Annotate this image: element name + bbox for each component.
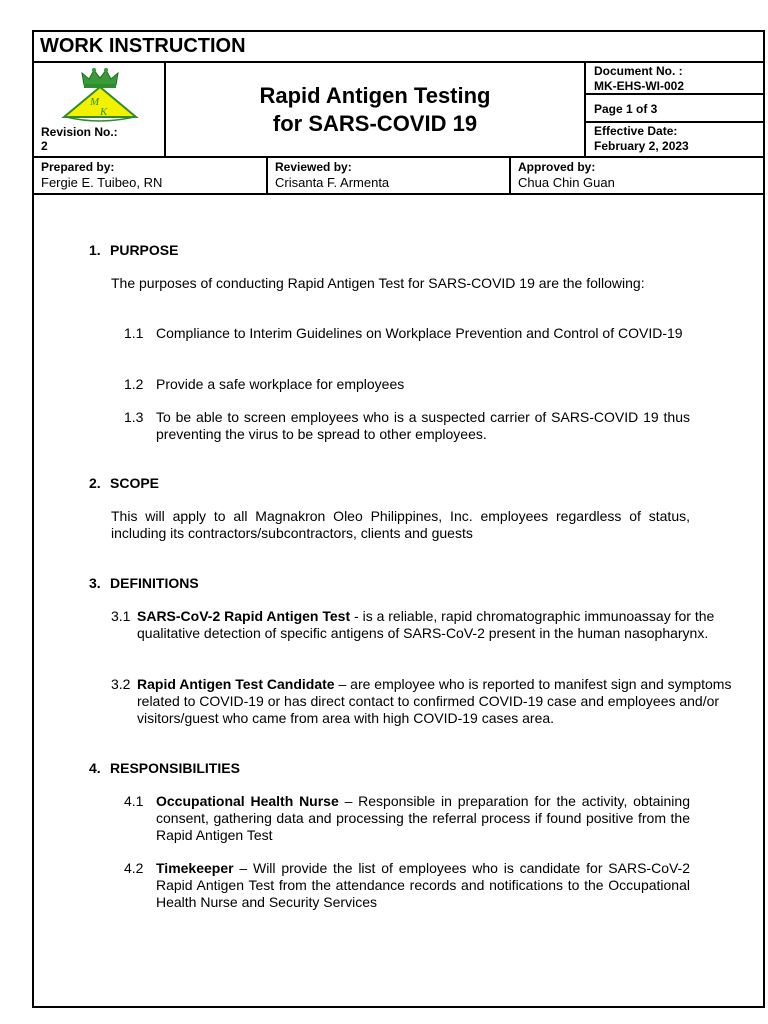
reviewed-by-label: Reviewed by: [275,160,352,174]
page-number: Page 1 of 3 [594,102,658,116]
svg-text:K: K [100,106,108,118]
form-title: WORK INSTRUCTION [34,32,763,63]
reviewed-by-cell [268,158,511,193]
revision-label: Revision No.: [41,125,118,139]
logo-cell [34,63,166,124]
revision-value: 2 [41,139,48,153]
approved-by-label: Approved by: [518,160,596,174]
document-no-label: Document No. : [594,64,683,78]
signoff-row [34,156,763,195]
svg-text:M: M [90,96,100,108]
approved-by-cell [511,158,765,193]
page-number-cell [586,95,765,123]
prepared-by-cell [34,158,268,193]
purpose-intro: The purposes of conducting Rapid Antigen Test for SARS-COVID 19 are the following: [111,275,645,291]
scope-text: This will apply to all Magnakron Oleo Philippines, Inc. employees regardless of status, including its contractors/subcontractors, clients and guests [111,508,690,541]
document-no-value: MK-EHS-WI-002 [594,79,685,93]
effective-date-cell [586,123,765,156]
document-page: WORK INSTRUCTION M K Revision No.: 2 Rapid Antigen Testing for SARS-COVID 19 Document No. : MK-EHS-WI-002 Page 1 of 3 Effective Date: February 2, 2023 Prepared by: Fergie E. Tuibeo, RN Reviewed by: Crisanta F. Armenta Approved by: Chua Chin Guan 1. PURPOSE The purposes of conducting Rapid Antigen Test for SARS-COVID 19 are the following: 1.1 Compliance to Interim Guidelines on Workplace Prevention and Control of COVID-19 1.2 Provide a safe workplace for employees 1.3 To be able to screen employees who is a suspected carrier of SARS-COVID 19 thus preventing the virus to be spread to other employees. 2. SCOPE This will apply to all Magnakron Oleo Philippines, Inc. employees regardless of status, including its contractors/subcontractors, clients and guests 3. DEFINITIONS 3.1 SARS-CoV-2 Rapid Antigen Test - is a reliable, rapid chromatographic immunoassay for the qualitative detection of specific antigens of SARS-CoV-2 present in the human nasopharynx. 3.2 Rapid Antigen Test Candidate – are employee who is reported to manifest sign and symptoms related to COVID-19 or has direct contact to confirmed COVID-19 case and employees and/or visitors/guest who came from area with high COVID-19 cases area. 4. RESPONSIBILITIES 4.1 Occupational Health Nurse – Responsible in preparation for the activity, obtaining consent, gathering data and processing the referral process if found positive from the Rapid Antigen Test 4.2 Timekeeper – Will provide the list of employees who is candidate for SARS-CoV-2 Rapid Antigen Test from the attendance records and notifications to the Occupational Health Nurse and Security Services [32,30,765,1008]
scope-heading: 2. SCOPE [89,475,160,491]
effective-date-label: Effective Date: [594,124,678,138]
revision-cell [34,124,166,156]
document-title [166,63,586,156]
company-logo-icon [56,67,144,123]
title-line-1: Rapid Antigen Testing [259,83,491,108]
prepared-by-label: Prepared by: [41,160,115,174]
effective-date-value: February 2, 2023 [594,139,689,153]
prepared-by-value: Fergie E. Tuibeo, RN [41,175,163,190]
approved-by-value: Chua Chin Guan [518,175,615,190]
definitions-heading: 3. DEFINITIONS [89,575,199,591]
document-no-cell [586,63,765,95]
title-line-2: for SARS-COVID 19 [272,111,478,136]
reviewed-by-value: Crisanta F. Armenta [275,175,390,190]
responsibilities-heading: 4. RESPONSIBILITIES [89,760,240,776]
purpose-heading: 1. PURPOSE [89,242,179,258]
